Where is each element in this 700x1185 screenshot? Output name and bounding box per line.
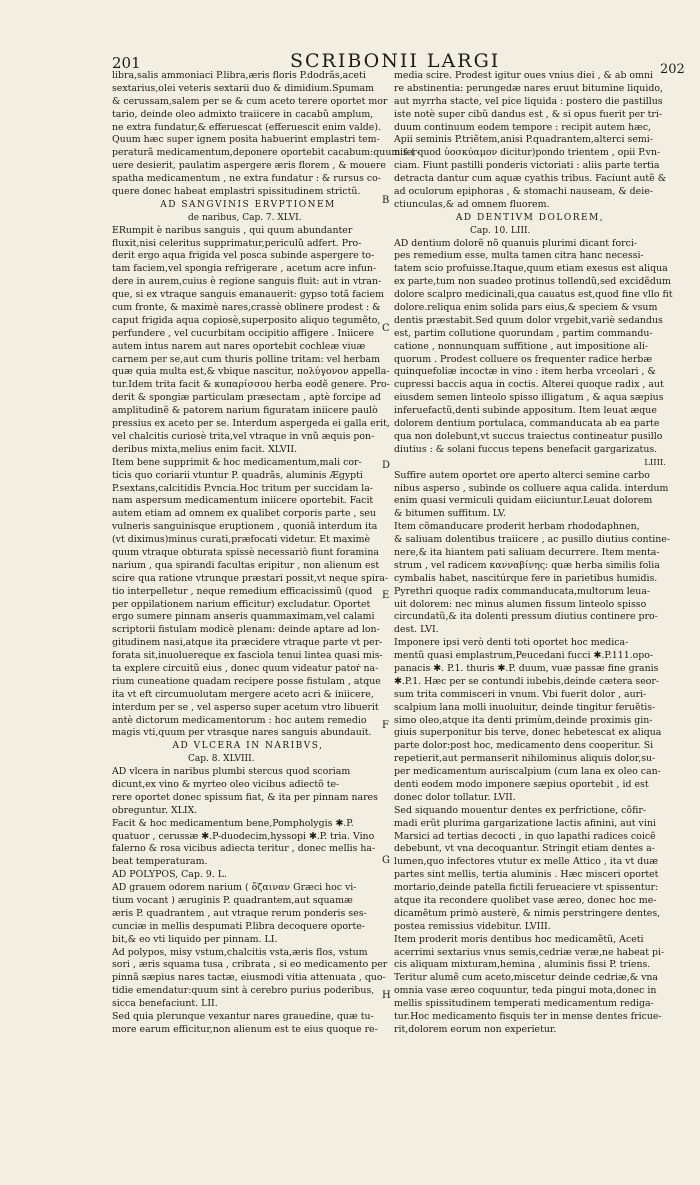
right-text-line: madi erũt plurima gargarizatione lactis afinini, aut vini bbox=[394, 817, 656, 829]
left-text-line: obreguntur. XLIX. bbox=[112, 804, 198, 816]
margin-letter-h: H bbox=[382, 990, 391, 1001]
right-text-line: AD DENTIVM DOLOREM, bbox=[455, 212, 605, 223]
right-text-line: & saliuam dolentibus traiicere , ac pusillo diutius contine- bbox=[394, 534, 671, 546]
left-text-line: interdum per se , vel asperso super acetum vtro libuerit bbox=[112, 701, 379, 713]
right-text-line: partes sint mellis, tertia aluminis . Hæc misceri oportet bbox=[394, 869, 659, 881]
right-text-line: debebunt, vt vna decoquantur. Stringit etiam dentes a- bbox=[394, 843, 655, 855]
right-text-line: denti eodem modo imponere sæpius oportebit , id est bbox=[394, 778, 649, 790]
right-text-line: giuis superponitur bis terve, donec hebetescat ex aliqua bbox=[394, 727, 662, 739]
right-text-line: Apii seminis P.triẽtem,anisi P.quadrantem,alterci semi- bbox=[394, 134, 653, 146]
left-text-line: magis vti,quum per vtrasque nares sanguis abundauit. bbox=[112, 727, 372, 739]
left-text-line: ita vt eft circumuolutam mergere aceto acri & iniicere, bbox=[112, 688, 374, 700]
right-text-line: postea remissius videbitur. LVIII. bbox=[394, 920, 551, 932]
left-text-line: sori , æris squama tusa , cribrata , si eo medicamento per bbox=[112, 959, 388, 971]
right-text-line: dolorem dentium portulaca, commanducata ab ea parte bbox=[394, 418, 660, 430]
left-text-line: vulneris sanguinisque eruptionem , quoniã interdum ita bbox=[112, 521, 378, 533]
right-text-line: re abstinentia: perungedæ nares eruut bitumine liquido, bbox=[394, 82, 663, 94]
left-text-line: fluxit,nisi celeritus supprimatur,periculũ adfert. Pro- bbox=[112, 237, 362, 249]
left-text-line: tur.Idem trita facit & κυπαρίσσου herba eodẽ genere. Pro- bbox=[112, 379, 390, 391]
left-text-line: tario, deinde oleo admixto traiicere in cacabũ amplum, bbox=[112, 108, 374, 120]
left-text-line: ne extra fundatur,& efferuescat (efferuescit enim valde). bbox=[112, 121, 381, 133]
left-text-line: Facit & hoc medicamentum bene,Pompholygis ✱.P. bbox=[112, 817, 354, 829]
left-text-line: cunciæ in mellis despumati P.libra decoquere oporte- bbox=[112, 920, 365, 932]
left-text-line: nam aspersum medicamentum iniicere oportebit. Facit bbox=[112, 495, 374, 507]
right-text-line: uit dolorem: nec minus alumen fissum linteolo spisso bbox=[394, 598, 647, 610]
right-text-line: qua non dolebunt,vt succus traiectus contineatur pusillo bbox=[394, 430, 663, 442]
right-text-line: & bitumen suffitum. LV. bbox=[394, 508, 506, 520]
left-text-line: ERumpit è naribus sanguis , qui quum abundanter bbox=[112, 224, 353, 236]
left-text-line: perfundere , vel cucurbitam occipitio affigere . Iniicere bbox=[112, 327, 375, 339]
left-text-line: Item bene supprimit & hoc medicamentum,mali cor- bbox=[112, 456, 362, 468]
right-text-line: cupressi baccis aqua in coctis. Alterei quoque radix , aut bbox=[394, 379, 664, 391]
page-number-right: 202 bbox=[660, 62, 685, 77]
left-text-line: cum fronte, & maximè nares,crassè oblinere prodest : & bbox=[112, 302, 381, 314]
right-text-line: enim quasi vermiculi quidam eiiciuntur.Leuat dolorem bbox=[394, 495, 653, 507]
left-text-line: AD SANGVINIS ERVPTIONEM bbox=[160, 199, 336, 210]
left-text-line: libra,salis ammoniaci P.libra,æris floris P.dodrãs,aceti bbox=[112, 70, 366, 81]
right-text-line: circundatũ,& ita dolenti pressum diutius continere pro- bbox=[394, 611, 658, 623]
right-text-line: nere,& ita hiantem pati saliuam decurrere. Item menta- bbox=[394, 546, 660, 558]
right-text-line: donec dolor tollatur. LVII. bbox=[394, 791, 516, 803]
right-text-line: cis aliquam mixturam,hemina , aluminis fissi P. triens. bbox=[394, 959, 651, 971]
left-text-line: pressius ex aceto per se. Interdum aspergeda ei galla erit, bbox=[112, 418, 390, 430]
left-text-line: derit ergo aqua frigida vel posca subinde aspergere to- bbox=[112, 250, 375, 262]
right-text-line: rit,dolorem eorum non experietur. bbox=[394, 1023, 557, 1035]
right-text-line: parte dolor:post hoc, medicamento dens cooperitur. Si bbox=[394, 740, 654, 752]
right-text-line: Marsici ad tertias decocti , in quo lapathi radices coicẽ bbox=[394, 830, 656, 842]
left-text-line: derit & spongiæ particulam præsectam , aptè forcipe ad bbox=[112, 392, 381, 404]
left-text-line: autem intus narem aut nares oportebit cochleæ viuæ bbox=[112, 340, 366, 352]
right-text-line: panacis ✱. P.1. thuris ✱.P. duum, vuæ passæ fine granis bbox=[394, 662, 659, 674]
left-text-line: & cerussam,salem per se & cum aceto terere oportet mor bbox=[112, 95, 388, 107]
right-text-line: aut myrrha stacte, vel pice liquida : postero die pastillus bbox=[394, 95, 663, 107]
left-text-line: scire qua ratione vtrunque præstari possit,vt neque spira- bbox=[112, 572, 389, 584]
left-text-line: rere oportet donec spissum fiat, & ita per pinnam nares bbox=[112, 791, 378, 803]
left-text-line: dicunt,ex vino & myrteo oleo vicibus adiectõ te- bbox=[112, 778, 340, 790]
left-text-line: tam faciem,vel spongia refrigerare , acetum acre infun- bbox=[112, 263, 377, 275]
margin-letter-f: F bbox=[382, 720, 389, 731]
right-text-line: omnia vase æreo coquuntur, teda pingui mota,donec in bbox=[394, 985, 657, 997]
right-text-line: mortario,deinde patella fictili ferueaciere vt spissentur: bbox=[394, 882, 659, 894]
right-text-line: Cap. 10. LIII. bbox=[470, 225, 531, 236]
right-text-line: mellis spissitudinem temperati medicamentum rediga- bbox=[394, 998, 654, 1010]
left-text-line: ta explere circuitũ eius , donec quum videatur patoṙ na- bbox=[112, 662, 379, 674]
right-text-line: repetierit,aut permanserit nihilominus aliquis dolor,su- bbox=[394, 753, 656, 765]
right-text-line: Teritur alumẽ cum aceto,miscetur deinde cedriæ,& vna bbox=[394, 972, 659, 984]
right-text-line: tatem scio profuisse.Itaque,quum etiam exesus est aliqua bbox=[394, 263, 668, 275]
left-text-line: tio interpelletur , neque remedium efficacissimũ (quod bbox=[112, 585, 373, 597]
left-text-line: forata sit,inuoluereque ex fasciola tenui lintea quasi mis- bbox=[112, 650, 383, 662]
right-text-line: diutius : & solani fuccus tepens benefacit gargarizatus. bbox=[394, 443, 658, 455]
left-text-line: P.sextans,calcitidis P.vncia.Hoc tritum per succidam la- bbox=[112, 482, 373, 494]
left-text-line: bit,& eo vti liquido per pinnam. LI. bbox=[112, 933, 278, 945]
left-text-line: sextarius,olei veteris sextarii duo & dimidium.Spumam bbox=[112, 82, 374, 94]
right-text-line: dicamẽtum primò austerè, & nimis perstringere dentes, bbox=[394, 907, 661, 919]
left-text-line: antè dictorum medicamentorum : hoc autem remedio bbox=[112, 714, 367, 726]
right-text-line: sum trita commisceri in vnum. Vbi fuerit dolor , auri- bbox=[394, 688, 647, 700]
right-text-line: catione , nonnunquam suffitione , aut impositione ali- bbox=[394, 340, 648, 352]
left-text-line: AD VLCERA IN NARIBVS, bbox=[172, 741, 324, 752]
left-text-line: uere desierit, paulatim aspergere æris florem , & mouere bbox=[112, 160, 386, 172]
left-text-line: scriptorii fistulam modicè plenam: deinde aptare ad lon- bbox=[112, 624, 380, 636]
right-text-line: eiusdem semen linteolo spisso illigatum , & aqua sæpius bbox=[394, 392, 664, 404]
right-text-line: lumen,quo infectores vtutur ex melle Attico , ita vt duæ bbox=[394, 856, 659, 868]
left-text-line: quere donec habeat emplastri spissitudinem strictũ. bbox=[112, 186, 361, 198]
left-text-line: Quum hæc super ignem posita habuerint emplastri tem- bbox=[112, 134, 380, 146]
left-text-line: tidie emendatur:quum sint à cerebro purius poderibus, bbox=[112, 985, 375, 997]
left-text-line: per oppilationem narium efficitur) excludatur. Oportet bbox=[112, 598, 371, 610]
left-text-line: falerno & rosa vicibus adiecta teritur , donec mellis ha- bbox=[112, 843, 376, 855]
right-text-line: dest. LVI. bbox=[394, 624, 439, 636]
page-number-left: 201 bbox=[112, 54, 141, 72]
margin-letter-e: E bbox=[382, 590, 390, 601]
right-text-line: nibus asperso , subinde os colluere aqua calida. interdum bbox=[394, 482, 669, 494]
right-text-line: nis ( quod ὑοσκύαμον dicitur)pondo trientem , opii P.vn- bbox=[394, 147, 661, 159]
left-text-line: Cap. 8. XLVIII. bbox=[188, 754, 255, 765]
left-text-line: æris P. quadrantem , aut vtraque rerum ponderis ses- bbox=[112, 907, 367, 919]
right-text-line: Sed siquando mouentur dentes ex perfrictione, cõfir- bbox=[394, 804, 646, 816]
left-text-line: spatha medicamentum , ne extra fundatur : & rursus co- bbox=[112, 173, 381, 185]
right-text-line: duum continuum eodem tempore : recipit autem hæc, bbox=[394, 121, 652, 133]
right-text-line: quinquefoliæ incoctæ in vino : item herba vrceolari , & bbox=[394, 366, 656, 378]
left-text-line: quæ quia multa est,& vbique nascitur, πολύγονον appella- bbox=[112, 366, 390, 378]
right-text-line: per medicamentum auriscalpium (cum lana ex oleo can- bbox=[394, 766, 661, 778]
right-text-line: detracta dantur cum aquæ cyathis tribus. Faciunt autẽ & bbox=[394, 173, 667, 185]
left-text-line: Sed quia plerunque vexantur nares grauedine, quæ tu- bbox=[112, 1011, 374, 1023]
left-text-line: quum vtraque obturata spissè necessariò fiunt foramina bbox=[112, 546, 379, 558]
right-text-line: LIIII. bbox=[644, 457, 666, 468]
right-text-line: ✱.P.1. Hæc per se contundi iubebis,deinde cætera seor- bbox=[394, 675, 660, 687]
right-text-line: cymbalis habet, nascitúrque fere in parietibus humidis. bbox=[394, 572, 658, 584]
right-text-line: Suffire autem oportet ore aperto alterci semine carbo bbox=[394, 469, 650, 481]
right-text-line: strum , vel radicem κανναβίνης: quæ herba similis folia bbox=[394, 559, 660, 571]
left-text-line: Ad polypos, misy vstum,chalcitis vsta,æris flos, vstum bbox=[112, 946, 368, 958]
right-text-line: ctiunculas,& ad omnem fluorem. bbox=[394, 198, 550, 210]
right-text-line: dolore scalpro medicinali,qua cauatus est,quod fine vllo fit bbox=[394, 289, 673, 301]
right-text-line: Item cõmanducare proderit herbam rhododaphnen, bbox=[394, 521, 640, 533]
right-text-line: est, partim collutione quorundam , partim commandu- bbox=[394, 327, 653, 339]
left-text-line: pinnã sæpius nares tactæ, eiusmodi vitia attenuata , quo- bbox=[112, 972, 386, 984]
right-column bbox=[394, 70, 673, 1037]
right-text-line: ciam. Fiunt pastilli ponderis victoriati : aliis parte tertia bbox=[394, 160, 660, 172]
right-text-line: scalpium lana molli inuoluitur, deinde tingitur feruẽtis- bbox=[394, 701, 656, 713]
right-text-line: iste notè super cibũ dandus est , & si opus fuerit per tri- bbox=[394, 108, 663, 120]
left-text-line: carnem per se,aut cum thuris polline tritam: vel herbam bbox=[112, 353, 380, 365]
left-text-line: gitudinem nasi,atque ita præcidere vtraque parte vt per- bbox=[112, 637, 383, 649]
left-text-line: amplitudinẽ & patorem narium figuratam iniicere paulò bbox=[112, 405, 378, 417]
left-text-line: caput frigida aqua copiosè,superposito aliquo tegumẽto, bbox=[112, 314, 381, 326]
margin-letter-c: C bbox=[382, 323, 390, 334]
margin-letter-b: B bbox=[382, 195, 390, 206]
left-text-line: vel chalcitis curiosè trita,vel vtraque in vnũ æquis pon- bbox=[112, 430, 375, 442]
right-text-line: ex parte,tum non suadeo protinus tollendũ,sed excidẽdum bbox=[394, 276, 671, 288]
right-text-line: pes remedium esse, multa tamen citra hanc necessi- bbox=[394, 250, 644, 262]
left-text-line: que, si ex vtraque sanguis emanauerit: gypso totã faciem bbox=[112, 289, 384, 301]
left-text-line: more earum efficitur,non alienum est te eius quoque re- bbox=[112, 1023, 378, 1035]
left-text-line: dere in aurem,cuius è regione sanguis fluit: aut in vtran- bbox=[112, 276, 382, 288]
right-text-line: atque ita recondere quolibet vase æreo, donec hoc me- bbox=[394, 895, 657, 906]
right-text-line: simo oleo,atque ita denti primùm,deinde proximis gin- bbox=[394, 714, 653, 726]
right-text-line: mentũ quasi emplastrum,Peucedani fucci ✱.P.111.opo- bbox=[394, 650, 654, 662]
right-text-line: inferuefactũ,denti subinde appositum. Item leuat æque bbox=[394, 405, 657, 417]
left-text-line: de naribus, Cap. 7. XLVI. bbox=[188, 212, 302, 223]
left-text-line: AD POLYPOS, Cap. 9. L. bbox=[112, 869, 227, 881]
right-text-line: media scire. Prodest igitur oues vnius diei , & ab omni bbox=[394, 70, 653, 81]
left-text-line: sicca benefaciunt. LII. bbox=[112, 998, 218, 1010]
left-text-line: ergo sumere pinnam anseris quammaximam,vel calami bbox=[112, 611, 375, 623]
left-text-line: ticis quo coriarii vtuntur P. quadrãs, aluminis Ægypti bbox=[112, 469, 363, 481]
margin-letter-d: D bbox=[382, 460, 391, 471]
left-text-line: autem etiam ad omnem ex qualibet corporis parte , seu bbox=[112, 508, 376, 520]
left-text-line: (vt diximus)minus curati,præfocati videtur. Et maximè bbox=[112, 534, 371, 546]
left-text-line: AD grauem odorem narium ( ὄζαιναν Græci hoc vi- bbox=[112, 882, 357, 894]
margin-letter-g: G bbox=[382, 855, 390, 866]
right-text-line: quorum . Prodest colluere os frequenter radice herbæ bbox=[394, 353, 653, 365]
right-text-line: AD dentium dolorẽ nõ quanuis plurimi dicant forci- bbox=[394, 237, 638, 249]
left-text-line: tium vocant ) æruginis P. quadrantem,aut squamæ bbox=[112, 895, 353, 906]
left-text-line: rium cuneatione quadam recipere posse fistulam , atque bbox=[112, 675, 381, 687]
right-text-line: dentis præstabit.Sed quum dolor vrgebit,variè sedandus bbox=[394, 314, 663, 326]
left-text-line: beat temperaturam. bbox=[112, 856, 208, 868]
left-text-line: peraturã medicamentum,deponere oportebit cacabum:quum fer- bbox=[112, 147, 420, 159]
left-text-line: quatuor , cerussæ ✱.P-duodecim,hyssopi ✱.P. tria. Vino bbox=[112, 830, 375, 842]
left-text-line: AD vlcera in naribus plumbi stercus quod scoriam bbox=[112, 766, 351, 778]
left-text-line: narium , qua spirandi facultas eripitur , non alienum est bbox=[112, 559, 380, 571]
running-title: SCRIBONII LARGI bbox=[290, 50, 501, 72]
right-text-line: tur.Hoc medicamento fisquis ter in mense dentes fricue- bbox=[394, 1011, 662, 1023]
right-text-line: ad oculorum epiphoras , & stomachi nauseam, & deie- bbox=[394, 186, 653, 198]
right-text-line: acerrimi sextarius vnus semis,cedriæ veræ,ne habeat pi- bbox=[394, 946, 665, 958]
left-text-line: deribus mixta,melius enim facit. XLVII. bbox=[112, 443, 298, 455]
right-text-line: Pyrethri quoque radix commanducata,multorum leua- bbox=[394, 585, 651, 597]
right-text-line: Imponere ipsi verò denti toti oportet hoc medica- bbox=[394, 637, 629, 649]
right-text-line: Item proderit moris dentibus hoc medicamẽtũ, Aceti bbox=[394, 933, 644, 945]
right-text-line: dolore.reliqua enim solida pars eius,& speciem & vsum bbox=[394, 302, 658, 314]
